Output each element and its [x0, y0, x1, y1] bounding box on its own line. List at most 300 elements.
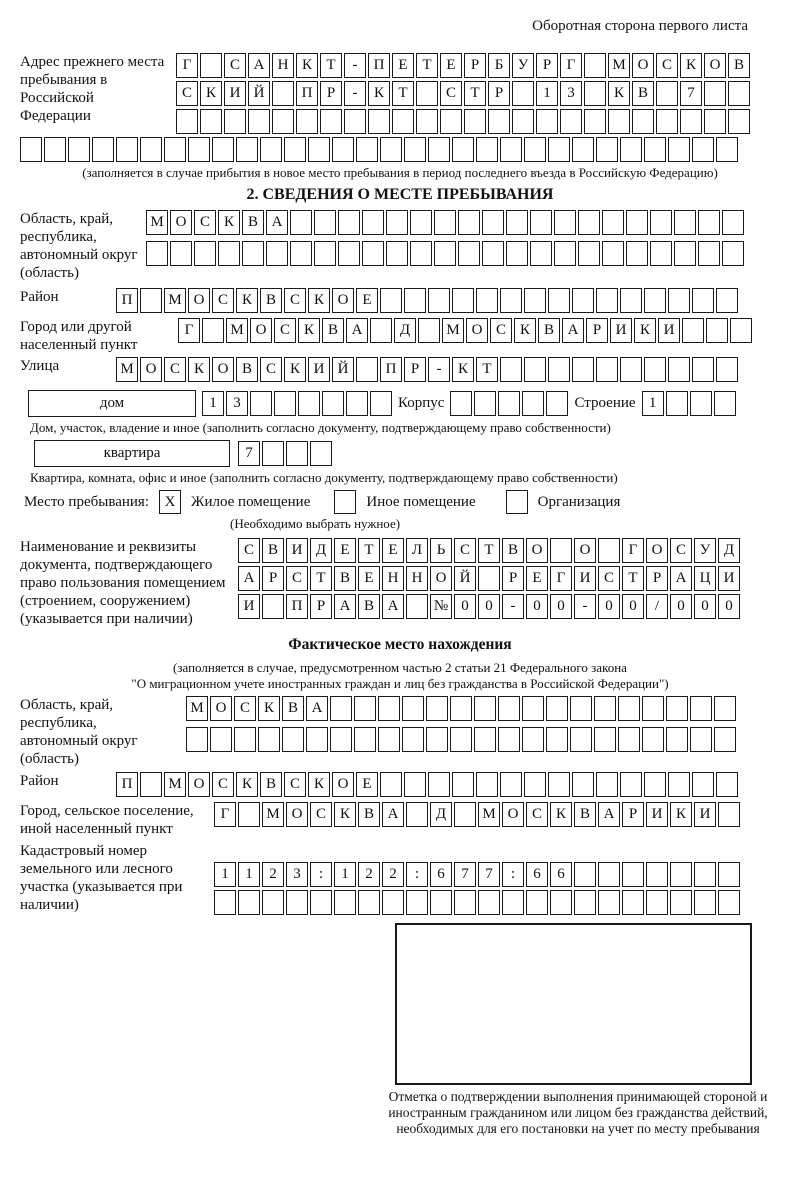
char-cell[interactable]: О — [704, 53, 726, 78]
char-cell[interactable] — [574, 890, 596, 915]
char-cell[interactable]: 3 — [560, 81, 582, 106]
char-cell[interactable] — [428, 137, 450, 162]
char-cell[interactable] — [722, 210, 744, 235]
char-cell[interactable] — [248, 109, 270, 134]
char-cell[interactable]: С — [490, 318, 512, 343]
char-cell[interactable]: 6 — [526, 862, 548, 887]
char-cell[interactable]: - — [428, 357, 450, 382]
char-cell[interactable] — [548, 137, 570, 162]
char-cell[interactable] — [458, 210, 480, 235]
char-cell[interactable]: Т — [476, 357, 498, 382]
char-cell[interactable] — [500, 772, 522, 797]
char-cell[interactable] — [692, 357, 714, 382]
char-cell[interactable] — [548, 357, 570, 382]
char-cell[interactable] — [546, 391, 568, 416]
char-cell[interactable] — [306, 727, 328, 752]
char-cell[interactable]: А — [562, 318, 584, 343]
char-cell[interactable] — [642, 727, 664, 752]
char-cell[interactable]: К — [218, 210, 240, 235]
char-cell[interactable] — [370, 391, 392, 416]
char-cell[interactable] — [382, 890, 404, 915]
char-cell[interactable]: П — [380, 357, 402, 382]
char-cell[interactable] — [656, 109, 678, 134]
char-cell[interactable]: № — [430, 594, 452, 619]
char-cell[interactable]: 2 — [358, 862, 380, 887]
char-cell[interactable]: Г — [560, 53, 582, 78]
char-cell[interactable]: П — [286, 594, 308, 619]
char-cell[interactable] — [266, 241, 288, 266]
char-cell[interactable] — [260, 137, 282, 162]
char-cell[interactable]: А — [382, 802, 404, 827]
char-cell[interactable]: А — [598, 802, 620, 827]
char-cell[interactable]: В — [282, 696, 304, 721]
char-cell[interactable] — [646, 862, 668, 887]
char-cell[interactable] — [522, 391, 544, 416]
char-cell[interactable] — [692, 137, 714, 162]
char-cell[interactable]: - — [344, 81, 366, 106]
char-cell[interactable]: А — [306, 696, 328, 721]
char-cell[interactable] — [224, 109, 246, 134]
char-cell[interactable] — [186, 727, 208, 752]
char-cell[interactable] — [530, 241, 552, 266]
char-cell[interactable]: 2 — [382, 862, 404, 887]
char-cell[interactable]: 3 — [286, 862, 308, 887]
char-cell[interactable] — [458, 241, 480, 266]
char-cell[interactable]: Ь — [430, 538, 452, 563]
char-cell[interactable] — [428, 772, 450, 797]
char-cell[interactable]: М — [164, 772, 186, 797]
char-cell[interactable] — [238, 802, 260, 827]
char-cell[interactable]: К — [308, 772, 330, 797]
char-cell[interactable]: Е — [392, 53, 414, 78]
char-cell[interactable]: Л — [406, 538, 428, 563]
char-cell[interactable]: С — [284, 288, 306, 313]
char-cell[interactable]: Е — [356, 772, 378, 797]
char-cell[interactable] — [464, 109, 486, 134]
char-cell[interactable] — [574, 862, 596, 887]
char-cell[interactable]: Т — [622, 566, 644, 591]
char-cell[interactable] — [92, 137, 114, 162]
char-cell[interactable] — [68, 137, 90, 162]
char-cell[interactable]: М — [226, 318, 248, 343]
char-cell[interactable]: П — [296, 81, 318, 106]
char-cell[interactable] — [474, 391, 496, 416]
char-cell[interactable]: У — [694, 538, 716, 563]
char-cell[interactable] — [454, 802, 476, 827]
char-cell[interactable] — [410, 241, 432, 266]
char-cell[interactable] — [402, 696, 424, 721]
char-cell[interactable]: Р — [586, 318, 608, 343]
char-cell[interactable]: О — [212, 357, 234, 382]
char-cell[interactable]: К — [368, 81, 390, 106]
char-cell[interactable]: / — [646, 594, 668, 619]
char-cell[interactable] — [238, 890, 260, 915]
char-cell[interactable]: К — [334, 802, 356, 827]
char-cell[interactable] — [356, 137, 378, 162]
char-cell[interactable]: М — [116, 357, 138, 382]
char-cell[interactable] — [716, 288, 738, 313]
char-cell[interactable] — [526, 890, 548, 915]
char-cell[interactable]: О — [250, 318, 272, 343]
char-cell[interactable]: С — [440, 81, 462, 106]
char-cell[interactable] — [428, 288, 450, 313]
char-cell[interactable]: К — [670, 802, 692, 827]
char-cell[interactable] — [668, 137, 690, 162]
char-cell[interactable]: С — [310, 802, 332, 827]
char-cell[interactable]: У — [512, 53, 534, 78]
char-cell[interactable]: О — [632, 53, 654, 78]
char-cell[interactable] — [598, 538, 620, 563]
char-cell[interactable]: Н — [406, 566, 428, 591]
char-cell[interactable]: Г — [550, 566, 572, 591]
char-cell[interactable] — [402, 727, 424, 752]
char-cell[interactable] — [410, 210, 432, 235]
char-cell[interactable] — [362, 241, 384, 266]
char-cell[interactable] — [618, 696, 640, 721]
char-cell[interactable]: Д — [394, 318, 416, 343]
char-cell[interactable] — [682, 318, 704, 343]
char-cell[interactable] — [522, 696, 544, 721]
char-cell[interactable]: А — [248, 53, 270, 78]
char-cell[interactable] — [286, 441, 308, 466]
char-cell[interactable]: - — [574, 594, 596, 619]
char-cell[interactable]: Д — [430, 802, 452, 827]
char-cell[interactable] — [694, 890, 716, 915]
char-cell[interactable] — [656, 81, 678, 106]
char-cell[interactable] — [454, 890, 476, 915]
char-cell[interactable] — [618, 727, 640, 752]
char-cell[interactable]: 6 — [550, 862, 572, 887]
char-cell[interactable] — [500, 357, 522, 382]
char-cell[interactable] — [570, 696, 592, 721]
char-cell[interactable]: Т — [358, 538, 380, 563]
char-cell[interactable] — [730, 318, 752, 343]
char-cell[interactable] — [262, 441, 284, 466]
char-cell[interactable] — [714, 391, 736, 416]
char-cell[interactable]: - — [344, 53, 366, 78]
char-cell[interactable] — [330, 696, 352, 721]
char-cell[interactable] — [692, 288, 714, 313]
char-cell[interactable]: П — [116, 288, 138, 313]
char-cell[interactable] — [698, 210, 720, 235]
char-cell[interactable]: Д — [310, 538, 332, 563]
char-cell[interactable] — [644, 288, 666, 313]
char-cell[interactable] — [572, 137, 594, 162]
char-cell[interactable]: О — [332, 772, 354, 797]
char-cell[interactable] — [200, 53, 222, 78]
char-cell[interactable] — [478, 566, 500, 591]
char-cell[interactable]: П — [368, 53, 390, 78]
char-cell[interactable] — [554, 241, 576, 266]
char-cell[interactable] — [380, 137, 402, 162]
char-cell[interactable]: А — [346, 318, 368, 343]
char-cell[interactable] — [674, 241, 696, 266]
char-cell[interactable]: 0 — [526, 594, 548, 619]
char-cell[interactable]: 7 — [454, 862, 476, 887]
char-cell[interactable] — [140, 772, 162, 797]
char-cell[interactable] — [570, 727, 592, 752]
char-cell[interactable]: В — [242, 210, 264, 235]
char-cell[interactable] — [572, 772, 594, 797]
char-cell[interactable] — [262, 890, 284, 915]
char-cell[interactable]: А — [238, 566, 260, 591]
char-cell[interactable]: С — [598, 566, 620, 591]
char-cell[interactable]: О — [170, 210, 192, 235]
char-cell[interactable] — [704, 109, 726, 134]
char-cell[interactable] — [620, 772, 642, 797]
char-cell[interactable]: К — [550, 802, 572, 827]
char-cell[interactable] — [290, 210, 312, 235]
char-cell[interactable] — [488, 109, 510, 134]
char-cell[interactable] — [548, 288, 570, 313]
char-cell[interactable] — [452, 288, 474, 313]
stay-type-checkbox-other-premises[interactable] — [334, 490, 356, 514]
char-cell[interactable] — [498, 391, 520, 416]
char-cell[interactable]: К — [188, 357, 210, 382]
char-cell[interactable] — [416, 109, 438, 134]
char-cell[interactable] — [358, 890, 380, 915]
char-cell[interactable]: С — [212, 772, 234, 797]
char-cell[interactable] — [598, 862, 620, 887]
char-cell[interactable] — [602, 210, 624, 235]
char-cell[interactable] — [546, 727, 568, 752]
char-cell[interactable] — [290, 241, 312, 266]
char-cell[interactable] — [404, 137, 426, 162]
char-cell[interactable] — [668, 772, 690, 797]
char-cell[interactable]: О — [188, 772, 210, 797]
char-cell[interactable] — [560, 109, 582, 134]
char-cell[interactable] — [370, 318, 392, 343]
char-cell[interactable] — [474, 696, 496, 721]
char-cell[interactable] — [608, 109, 630, 134]
char-cell[interactable] — [690, 727, 712, 752]
char-cell[interactable]: И — [286, 538, 308, 563]
char-cell[interactable]: С — [274, 318, 296, 343]
char-cell[interactable] — [668, 288, 690, 313]
char-cell[interactable] — [416, 81, 438, 106]
char-cell[interactable]: А — [670, 566, 692, 591]
char-cell[interactable] — [596, 772, 618, 797]
char-cell[interactable] — [704, 81, 726, 106]
char-cell[interactable] — [650, 241, 672, 266]
char-cell[interactable] — [282, 727, 304, 752]
char-cell[interactable] — [718, 802, 740, 827]
char-cell[interactable]: : — [502, 862, 524, 887]
char-cell[interactable] — [434, 210, 456, 235]
char-cell[interactable]: 0 — [622, 594, 644, 619]
char-cell[interactable]: Г — [214, 802, 236, 827]
char-cell[interactable] — [578, 210, 600, 235]
char-cell[interactable]: С — [260, 357, 282, 382]
char-cell[interactable]: Р — [622, 802, 644, 827]
char-cell[interactable] — [722, 241, 744, 266]
char-cell[interactable] — [202, 318, 224, 343]
char-cell[interactable]: В — [334, 566, 356, 591]
char-cell[interactable] — [666, 696, 688, 721]
char-cell[interactable]: И — [646, 802, 668, 827]
char-cell[interactable] — [284, 137, 306, 162]
char-cell[interactable] — [572, 288, 594, 313]
char-cell[interactable]: В — [322, 318, 344, 343]
char-cell[interactable]: Н — [382, 566, 404, 591]
char-cell[interactable]: В — [236, 357, 258, 382]
char-cell[interactable] — [450, 391, 472, 416]
char-cell[interactable] — [322, 391, 344, 416]
char-cell[interactable] — [482, 241, 504, 266]
char-cell[interactable]: И — [658, 318, 680, 343]
char-cell[interactable] — [594, 696, 616, 721]
char-cell[interactable] — [406, 890, 428, 915]
char-cell[interactable]: К — [284, 357, 306, 382]
char-cell[interactable] — [218, 241, 240, 266]
char-cell[interactable]: Г — [176, 53, 198, 78]
char-cell[interactable]: О — [210, 696, 232, 721]
char-cell[interactable] — [404, 772, 426, 797]
char-cell[interactable]: Г — [178, 318, 200, 343]
char-cell[interactable] — [308, 137, 330, 162]
char-cell[interactable] — [140, 288, 162, 313]
char-cell[interactable]: О — [574, 538, 596, 563]
char-cell[interactable] — [666, 391, 688, 416]
char-cell[interactable]: О — [430, 566, 452, 591]
char-cell[interactable] — [584, 81, 606, 106]
char-cell[interactable] — [380, 772, 402, 797]
char-cell[interactable] — [584, 109, 606, 134]
char-cell[interactable] — [626, 241, 648, 266]
char-cell[interactable]: К — [236, 288, 258, 313]
char-cell[interactable]: Е — [334, 538, 356, 563]
char-cell[interactable] — [594, 727, 616, 752]
char-cell[interactable]: С — [454, 538, 476, 563]
char-cell[interactable]: К — [296, 53, 318, 78]
char-cell[interactable] — [620, 288, 642, 313]
char-cell[interactable] — [596, 288, 618, 313]
char-cell[interactable] — [212, 137, 234, 162]
char-cell[interactable] — [546, 696, 568, 721]
char-cell[interactable]: Т — [392, 81, 414, 106]
char-cell[interactable]: Й — [454, 566, 476, 591]
char-cell[interactable] — [524, 772, 546, 797]
char-cell[interactable]: Н — [272, 53, 294, 78]
char-cell[interactable] — [498, 696, 520, 721]
char-cell[interactable] — [332, 137, 354, 162]
char-cell[interactable]: И — [718, 566, 740, 591]
char-cell[interactable] — [622, 890, 644, 915]
char-cell[interactable]: С — [224, 53, 246, 78]
char-cell[interactable] — [476, 772, 498, 797]
char-cell[interactable] — [716, 137, 738, 162]
char-cell[interactable] — [354, 727, 376, 752]
char-cell[interactable] — [728, 81, 750, 106]
char-cell[interactable] — [452, 772, 474, 797]
char-cell[interactable] — [512, 81, 534, 106]
char-cell[interactable]: 0 — [454, 594, 476, 619]
char-cell[interactable] — [478, 890, 500, 915]
char-cell[interactable]: В — [358, 802, 380, 827]
char-cell[interactable] — [670, 890, 692, 915]
char-cell[interactable] — [452, 137, 474, 162]
char-cell[interactable] — [392, 109, 414, 134]
char-cell[interactable]: 1 — [642, 391, 664, 416]
char-cell[interactable] — [338, 210, 360, 235]
char-cell[interactable]: А — [382, 594, 404, 619]
char-cell[interactable]: В — [574, 802, 596, 827]
char-cell[interactable]: 1 — [214, 862, 236, 887]
char-cell[interactable] — [310, 441, 332, 466]
char-cell[interactable]: В — [260, 772, 282, 797]
char-cell[interactable] — [694, 862, 716, 887]
char-cell[interactable] — [272, 109, 294, 134]
char-cell[interactable]: С — [526, 802, 548, 827]
char-cell[interactable]: К — [634, 318, 656, 343]
char-cell[interactable] — [706, 318, 728, 343]
char-cell[interactable]: С — [164, 357, 186, 382]
char-cell[interactable] — [272, 81, 294, 106]
char-cell[interactable]: К — [514, 318, 536, 343]
char-cell[interactable] — [482, 210, 504, 235]
char-cell[interactable] — [498, 727, 520, 752]
char-cell[interactable]: И — [238, 594, 260, 619]
char-cell[interactable]: И — [694, 802, 716, 827]
char-cell[interactable] — [596, 357, 618, 382]
char-cell[interactable]: Т — [464, 81, 486, 106]
char-cell[interactable]: Р — [502, 566, 524, 591]
char-cell[interactable]: И — [574, 566, 596, 591]
char-cell[interactable]: 0 — [550, 594, 572, 619]
char-cell[interactable]: Р — [404, 357, 426, 382]
char-cell[interactable]: О — [466, 318, 488, 343]
char-cell[interactable]: Й — [248, 81, 270, 106]
char-cell[interactable] — [620, 357, 642, 382]
char-cell[interactable] — [500, 288, 522, 313]
char-cell[interactable] — [450, 696, 472, 721]
char-cell[interactable] — [310, 890, 332, 915]
char-cell[interactable] — [714, 727, 736, 752]
char-cell[interactable] — [214, 890, 236, 915]
char-cell[interactable] — [716, 357, 738, 382]
char-cell[interactable] — [378, 727, 400, 752]
char-cell[interactable]: О — [188, 288, 210, 313]
char-cell[interactable] — [674, 210, 696, 235]
char-cell[interactable] — [602, 241, 624, 266]
char-cell[interactable]: К — [608, 81, 630, 106]
char-cell[interactable] — [20, 137, 42, 162]
char-cell[interactable]: М — [608, 53, 630, 78]
char-cell[interactable]: К — [452, 357, 474, 382]
char-cell[interactable] — [170, 241, 192, 266]
char-cell[interactable] — [450, 727, 472, 752]
char-cell[interactable]: О — [332, 288, 354, 313]
char-cell[interactable] — [362, 210, 384, 235]
char-cell[interactable] — [386, 241, 408, 266]
char-cell[interactable] — [644, 772, 666, 797]
char-cell[interactable]: А — [266, 210, 288, 235]
char-cell[interactable]: : — [310, 862, 332, 887]
char-cell[interactable]: В — [502, 538, 524, 563]
char-cell[interactable]: Р — [464, 53, 486, 78]
char-cell[interactable] — [502, 890, 524, 915]
char-cell[interactable] — [386, 210, 408, 235]
char-cell[interactable] — [250, 391, 272, 416]
char-cell[interactable] — [330, 727, 352, 752]
char-cell[interactable] — [524, 357, 546, 382]
char-cell[interactable] — [426, 727, 448, 752]
char-cell[interactable] — [646, 890, 668, 915]
char-cell[interactable]: Т — [320, 53, 342, 78]
char-cell[interactable]: 0 — [694, 594, 716, 619]
char-cell[interactable] — [474, 727, 496, 752]
char-cell[interactable]: И — [224, 81, 246, 106]
